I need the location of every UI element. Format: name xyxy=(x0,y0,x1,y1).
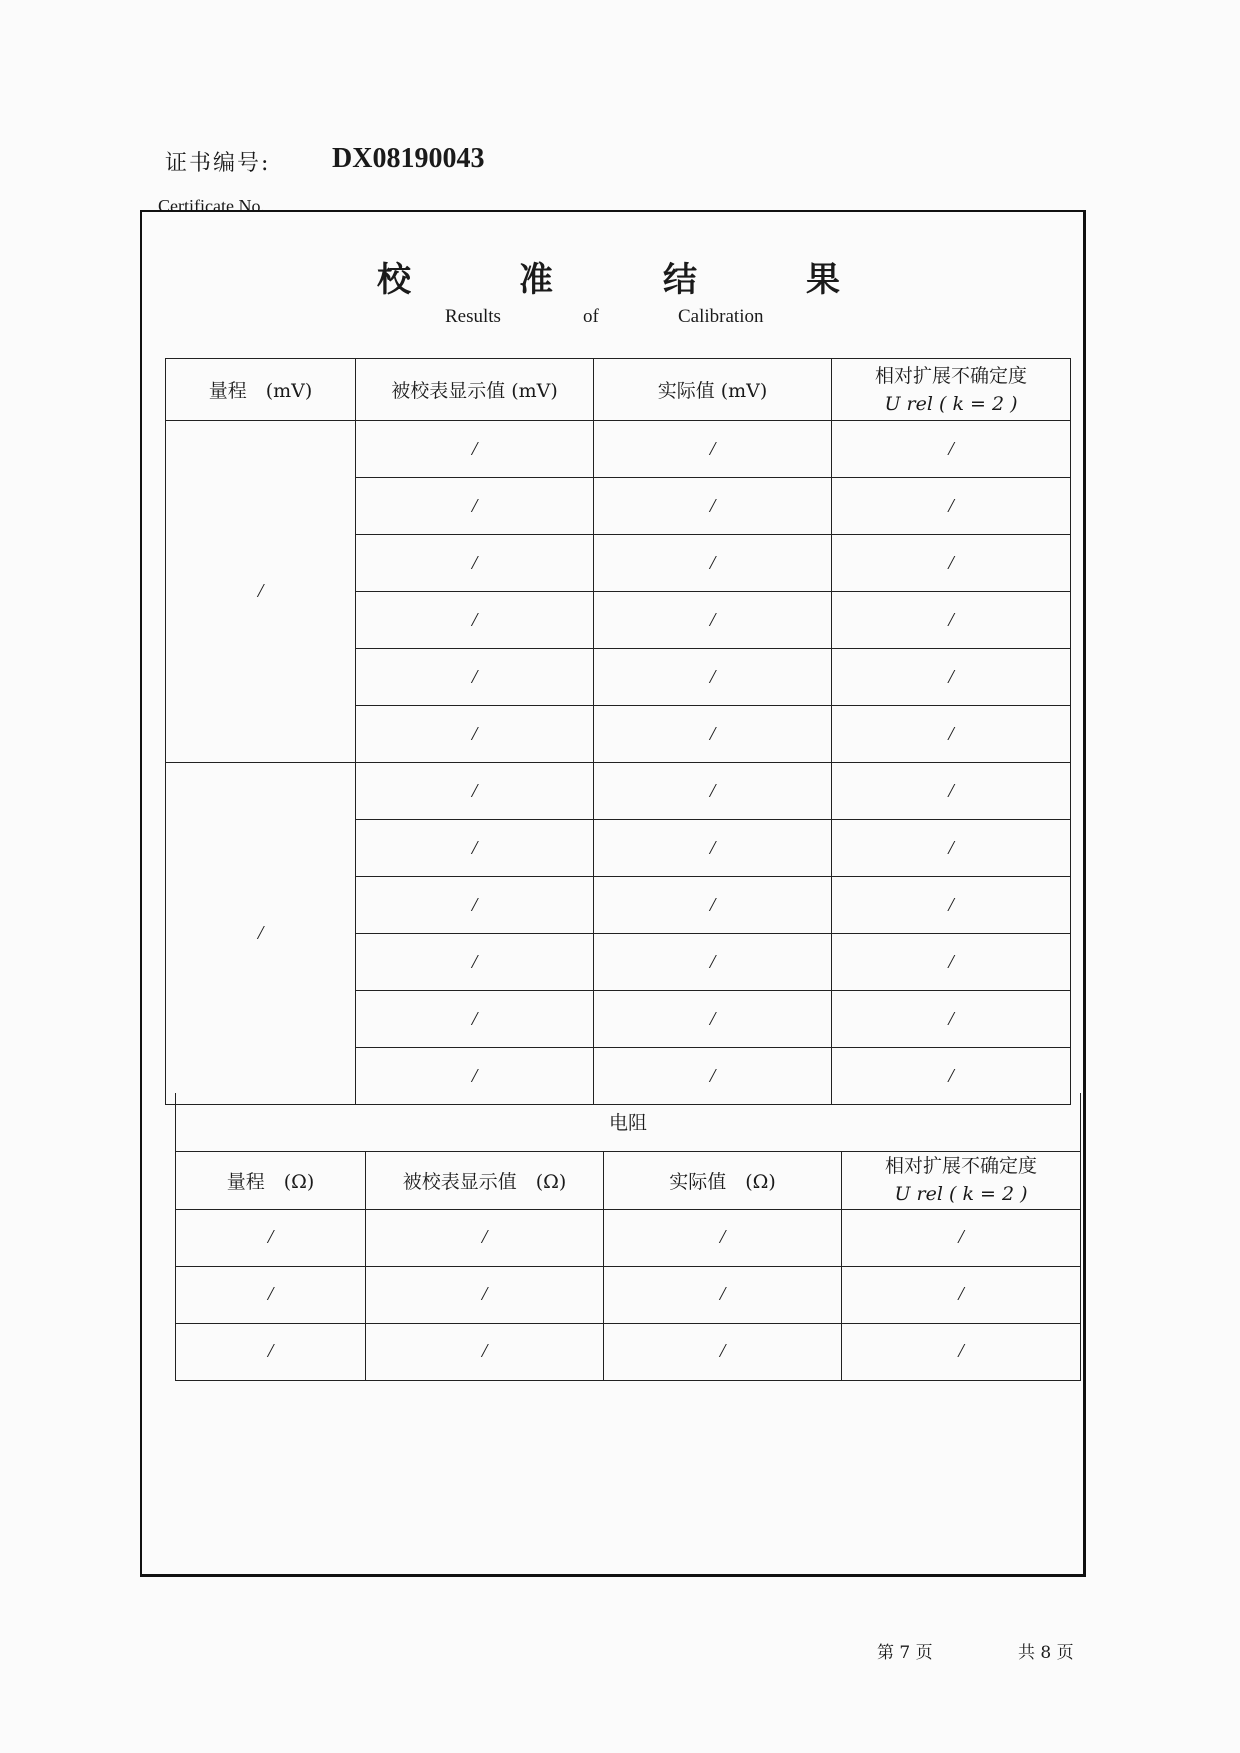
displayed-value: / xyxy=(356,1048,594,1105)
table-row xyxy=(176,1209,1081,1266)
uncertainty-value: / xyxy=(842,1323,1081,1380)
displayed-value: / xyxy=(356,478,594,535)
displayed-value: / xyxy=(356,592,594,649)
displayed-value: / xyxy=(356,877,594,934)
title-char-3: 结 xyxy=(663,260,697,300)
actual-ohm-header: 实际值 (Ω) xyxy=(604,1151,842,1209)
uncertainty-value: / xyxy=(832,535,1071,592)
table-row xyxy=(166,421,1071,478)
uncertainty-header-line1: 相对扩展不确定度 xyxy=(885,1155,1038,1177)
displayed-value: / xyxy=(356,934,594,991)
actual-value: / xyxy=(594,877,832,934)
table-row xyxy=(176,1266,1081,1323)
range-mv-header: 量程 (mV) xyxy=(166,359,356,421)
page-number: 第 7 页 xyxy=(877,1643,933,1663)
certificate-label-en: Certificate No. xyxy=(158,196,265,216)
actual-value: / xyxy=(594,592,832,649)
uncertainty-value: / xyxy=(832,820,1071,877)
title-char-1: 校 xyxy=(377,260,411,300)
uncertainty-header-line2: U rel ( k = 2 ) xyxy=(894,1183,1028,1205)
uncertainty-value: / xyxy=(832,706,1071,763)
uncertainty-value: / xyxy=(832,649,1071,706)
certificate-number: DX08190043 xyxy=(332,143,485,174)
uncertainty-value: / xyxy=(832,763,1071,820)
table-row xyxy=(166,763,1071,820)
actual-value: / xyxy=(594,421,832,478)
uncertainty-value: / xyxy=(832,991,1071,1048)
range-value: / xyxy=(176,1209,366,1266)
actual-value: / xyxy=(594,934,832,991)
actual-value: / xyxy=(594,706,832,763)
displayed-value: / xyxy=(356,535,594,592)
actual-value: / xyxy=(604,1323,842,1380)
resistance-section-row xyxy=(176,1093,1081,1151)
uncertainty-value: / xyxy=(832,592,1071,649)
displayed-value: / xyxy=(356,991,594,1048)
uncertainty-value: / xyxy=(842,1266,1081,1323)
uncertainty-value: / xyxy=(832,1048,1071,1105)
uncertainty-value: / xyxy=(832,421,1071,478)
range-ohm-header: 量程 (Ω) xyxy=(176,1151,366,1209)
resistance-header-row xyxy=(176,1151,1081,1209)
actual-value: / xyxy=(594,991,832,1048)
uncertainty-ohm-header xyxy=(842,1151,1081,1209)
uncertainty-header-line2: U rel ( k = 2 ) xyxy=(884,392,1018,415)
voltage-header-row xyxy=(166,359,1071,421)
title-en-word-3: Calibration xyxy=(678,306,764,327)
actual-value: / xyxy=(594,763,832,820)
table-row xyxy=(176,1323,1081,1380)
total-pages: 共 8 页 xyxy=(1018,1643,1074,1663)
displayed-value: / xyxy=(356,649,594,706)
uncertainty-value: / xyxy=(832,934,1071,991)
displayed-value: / xyxy=(366,1209,604,1266)
voltage-table xyxy=(165,358,1071,1105)
displayed-value: / xyxy=(356,763,594,820)
actual-value: / xyxy=(594,649,832,706)
resistance-section-title: 电阻 xyxy=(176,1093,1081,1151)
range-group-2: / xyxy=(166,763,356,1105)
displayed-ohm-header: 被校表显示值 (Ω) xyxy=(366,1151,604,1209)
actual-value: / xyxy=(594,535,832,592)
actual-value: / xyxy=(604,1266,842,1323)
uncertainty-value: / xyxy=(842,1209,1081,1266)
title-en-word-2: of xyxy=(583,306,599,327)
range-group-1: / xyxy=(166,421,356,763)
displayed-value: / xyxy=(356,820,594,877)
actual-mv-header: 实际值 (mV) xyxy=(594,359,832,421)
uncertainty-mv-header xyxy=(832,359,1071,421)
displayed-mv-header: 被校表显示值 (mV) xyxy=(356,359,594,421)
uncertainty-value: / xyxy=(832,877,1071,934)
certificate-label: 证书编号: xyxy=(165,151,271,176)
displayed-value: / xyxy=(366,1266,604,1323)
uncertainty-value: / xyxy=(832,478,1071,535)
actual-value: / xyxy=(604,1209,842,1266)
displayed-value: / xyxy=(356,706,594,763)
displayed-value: / xyxy=(356,421,594,478)
title-char-2: 准 xyxy=(519,260,553,300)
resistance-table xyxy=(175,1093,1081,1381)
actual-value: / xyxy=(594,478,832,535)
title-en-word-1: Results xyxy=(445,306,501,327)
uncertainty-header-line1: 相对扩展不确定度 xyxy=(874,364,1027,387)
displayed-value: / xyxy=(366,1323,604,1380)
actual-value: / xyxy=(594,820,832,877)
range-value: / xyxy=(176,1266,366,1323)
range-value: / xyxy=(176,1323,366,1380)
title-char-4: 果 xyxy=(806,260,840,300)
actual-value: / xyxy=(594,1048,832,1105)
